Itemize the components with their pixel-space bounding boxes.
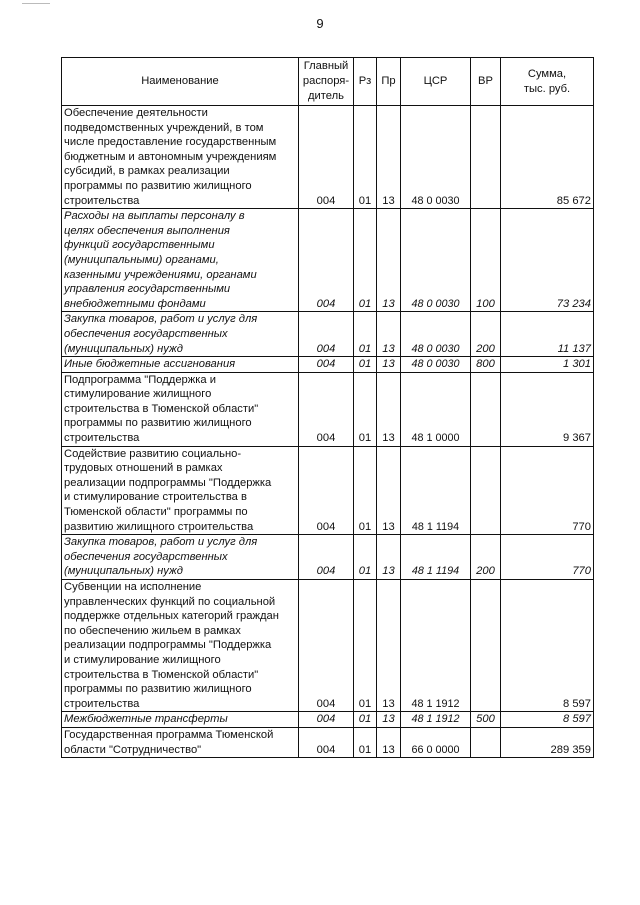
scan-corner-mark	[22, 0, 50, 4]
cell-vr	[471, 446, 501, 535]
cell-sum: 289 359	[501, 727, 594, 757]
cell-pr: 13	[377, 446, 401, 535]
cell-sum: 770	[501, 446, 594, 535]
header-sum: Сумма, тыс. руб.	[501, 58, 594, 106]
cell-rz: 01	[354, 535, 377, 580]
cell-sum: 8 597	[501, 580, 594, 712]
table-row	[62, 209, 594, 312]
table-row	[62, 712, 594, 728]
cell-rz: 01	[354, 712, 377, 728]
cell-name: Закупка товаров, работ и услуг для обеспечения государственных (муниципальных) нужд	[62, 535, 299, 580]
cell-vr	[471, 580, 501, 712]
cell-vr: 500	[471, 712, 501, 728]
cell-rz: 01	[354, 106, 377, 209]
cell-csr: 48 0 0030	[401, 357, 471, 373]
cell-admin: 004	[299, 106, 354, 209]
cell-csr: 48 1 1912	[401, 580, 471, 712]
cell-vr	[471, 727, 501, 757]
table-row	[62, 312, 594, 357]
cell-rz: 01	[354, 446, 377, 535]
cell-csr: 48 1 1194	[401, 446, 471, 535]
cell-vr: 800	[471, 357, 501, 373]
table-row	[62, 535, 594, 580]
cell-csr: 48 0 0030	[401, 106, 471, 209]
cell-name: Обеспечение деятельности подведомственных учреждений, в том числе предоставление государственным бюджетным и автономным учреждениям субсидий, в рамках реализации программы по развитию жилищного строительства	[62, 106, 299, 209]
table-row	[62, 580, 594, 712]
cell-sum: 8 597	[501, 712, 594, 728]
table-row	[62, 357, 594, 373]
cell-vr: 200	[471, 312, 501, 357]
header-pr: Пр	[377, 58, 401, 106]
table-body	[62, 106, 594, 758]
cell-admin: 004	[299, 209, 354, 312]
cell-rz: 01	[354, 727, 377, 757]
table-row	[62, 446, 594, 535]
cell-csr: 48 1 1912	[401, 712, 471, 728]
header-rz: Рз	[354, 58, 377, 106]
table-header-row	[62, 58, 594, 106]
cell-csr: 48 1 1194	[401, 535, 471, 580]
header-admin: Главный распоря- дитель	[299, 58, 354, 106]
cell-rz: 01	[354, 372, 377, 446]
cell-name: Государственная программа Тюменской области "Сотрудничество"	[62, 727, 299, 757]
header-vr: ВР	[471, 58, 501, 106]
cell-sum: 1 301	[501, 357, 594, 373]
cell-admin: 004	[299, 727, 354, 757]
cell-pr: 13	[377, 580, 401, 712]
cell-admin: 004	[299, 446, 354, 535]
cell-pr: 13	[377, 727, 401, 757]
cell-vr	[471, 372, 501, 446]
cell-pr: 13	[377, 209, 401, 312]
cell-vr: 100	[471, 209, 501, 312]
cell-sum: 11 137	[501, 312, 594, 357]
cell-rz: 01	[354, 312, 377, 357]
cell-admin: 004	[299, 312, 354, 357]
table-row	[62, 106, 594, 209]
cell-admin: 004	[299, 357, 354, 373]
cell-csr: 66 0 0000	[401, 727, 471, 757]
cell-sum: 770	[501, 535, 594, 580]
cell-rz: 01	[354, 357, 377, 373]
header-csr: ЦСР	[401, 58, 471, 106]
header-name: Наименование	[62, 58, 299, 106]
cell-admin: 004	[299, 535, 354, 580]
cell-csr: 48 1 0000	[401, 372, 471, 446]
budget-table	[61, 57, 594, 758]
table-row	[62, 372, 594, 446]
cell-name: Расходы на выплаты персоналу в целях обеспечения выполнения функций государственными (муниципальными) органами, казенными учреждениями, органами управления государственными внебюджетными фондами	[62, 209, 299, 312]
table-row	[62, 727, 594, 757]
cell-name: Содействие развитию социально- трудовых отношений в рамках реализации подпрограммы "Поддержка и стимулирование строительства в Тюменской области" программы по развитию жилищного строительства	[62, 446, 299, 535]
cell-sum: 9 367	[501, 372, 594, 446]
cell-pr: 13	[377, 712, 401, 728]
cell-pr: 13	[377, 535, 401, 580]
cell-rz: 01	[354, 209, 377, 312]
cell-name: Подпрограмма "Поддержка и стимулирование жилищного строительства в Тюменской области" программы по развитию жилищного строительства	[62, 372, 299, 446]
cell-name: Субвенции на исполнение управленческих функций по социальной поддержке отдельных категорий граждан по обеспечению жильем в рамках реализации подпрограммы "Поддержка и стимулирование жилищного строительства в Тюменской области" программы по развитию жилищного строительства	[62, 580, 299, 712]
cell-pr: 13	[377, 106, 401, 209]
cell-admin: 004	[299, 372, 354, 446]
page-number: 9	[316, 16, 324, 31]
cell-name: Иные бюджетные ассигнования	[62, 357, 299, 373]
cell-name: Межбюджетные трансферты	[62, 712, 299, 728]
cell-name: Закупка товаров, работ и услуг для обеспечения государственных (муниципальных) нужд	[62, 312, 299, 357]
cell-pr: 13	[377, 312, 401, 357]
cell-sum: 85 672	[501, 106, 594, 209]
cell-admin: 004	[299, 580, 354, 712]
cell-pr: 13	[377, 357, 401, 373]
cell-admin: 004	[299, 712, 354, 728]
cell-vr	[471, 106, 501, 209]
cell-csr: 48 0 0030	[401, 312, 471, 357]
cell-sum: 73 234	[501, 209, 594, 312]
cell-vr: 200	[471, 535, 501, 580]
cell-pr: 13	[377, 372, 401, 446]
cell-rz: 01	[354, 580, 377, 712]
cell-csr: 48 0 0030	[401, 209, 471, 312]
